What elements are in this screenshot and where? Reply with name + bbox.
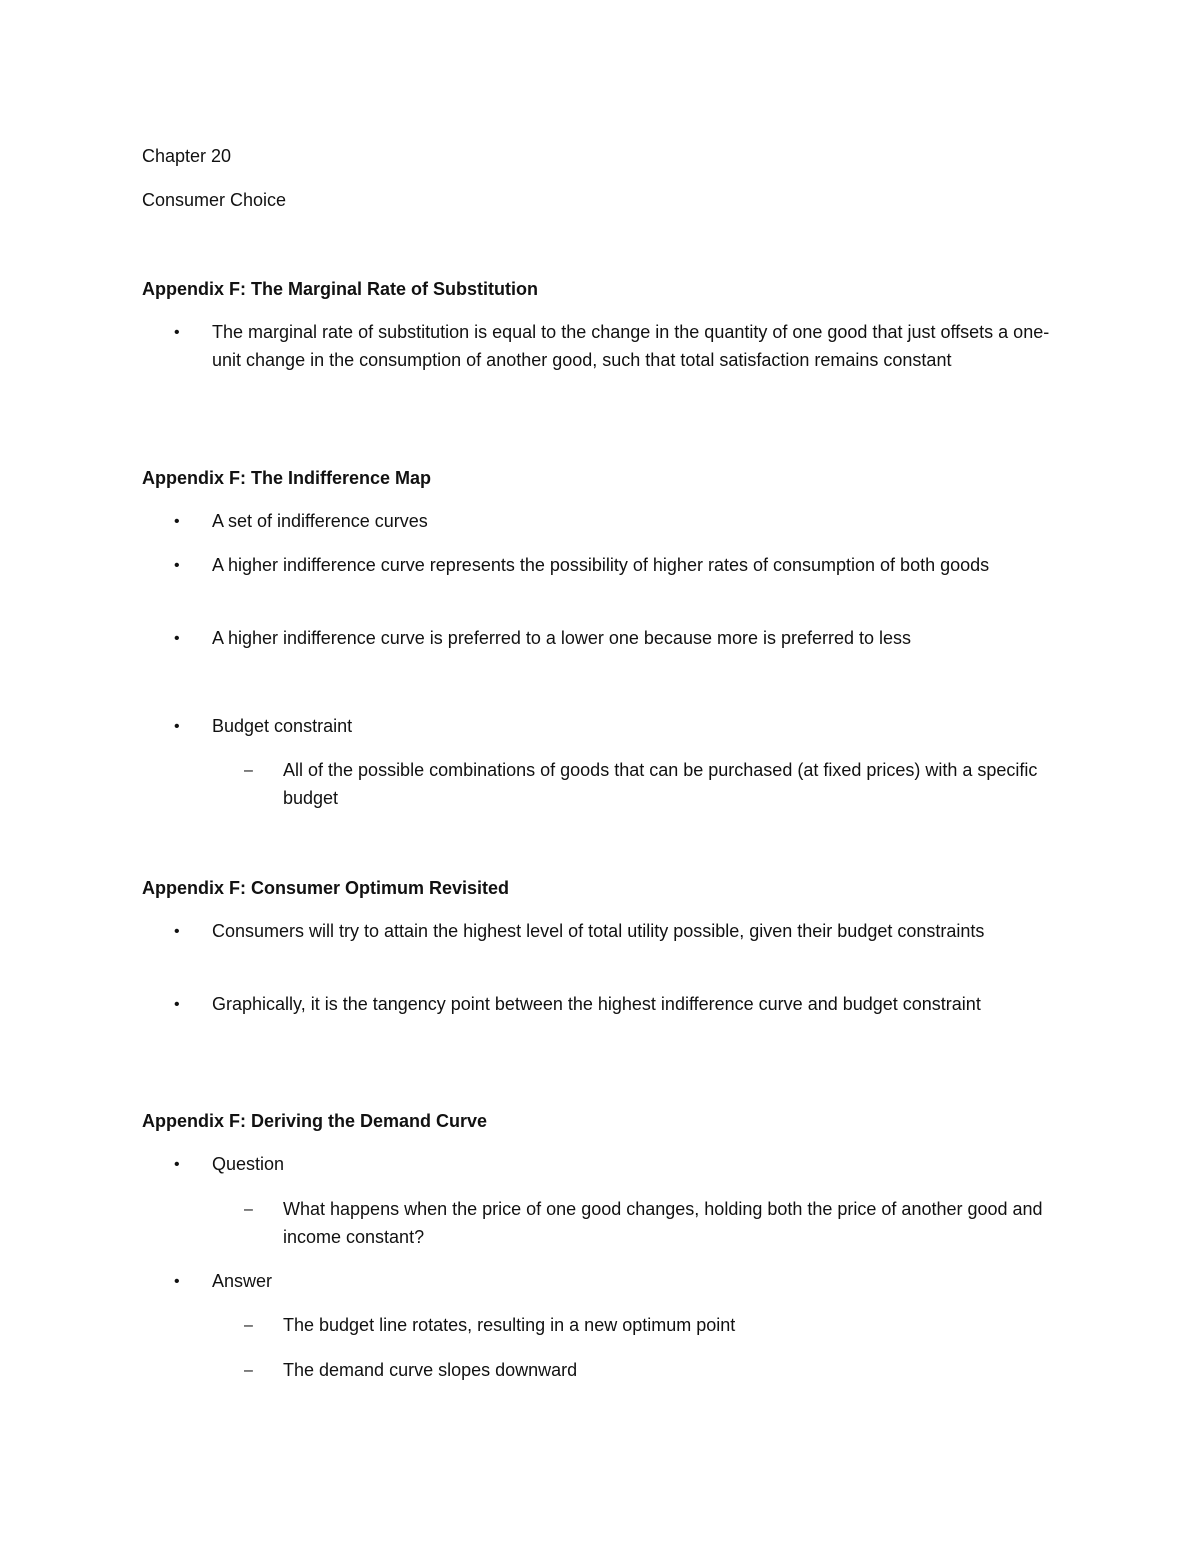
bullet-marker: •: [174, 718, 180, 735]
bullet-text: A higher indifference curve represents the possibility of higher rates of consumption of both goods: [212, 555, 990, 575]
chapter-title: Consumer Choice: [142, 190, 287, 210]
bullet-marker: •: [174, 513, 180, 530]
bullet-text: A higher indifference curve is preferred to a lower one because more is preferred to less: [212, 628, 912, 648]
bullet-text: Question: [212, 1154, 285, 1174]
bullet-text: Graphically, it is the tangency point between the highest indifference curve and budget constraint: [212, 994, 981, 1014]
bullet-marker: •: [174, 324, 180, 341]
bullet-text: Budget constraint: [212, 716, 353, 736]
bullet-marker: •: [174, 1156, 180, 1173]
bullet-text: Consumers will try to attain the highest level of total utility possible, given their budget constraints: [212, 921, 985, 941]
bullet-text: Answer: [212, 1271, 273, 1291]
sub-bullet-text: What happens when the price of one good changes, holding both the price of another good and income constant?: [283, 1199, 1043, 1247]
section-heading: Appendix F: The Marginal Rate of Substitution: [142, 279, 538, 299]
section-heading: Appendix F: Deriving the Demand Curve: [142, 1111, 488, 1131]
sub-bullet-text: The demand curve slopes downward: [283, 1360, 578, 1380]
bullet-marker: •: [174, 923, 180, 940]
bullet-marker: •: [174, 557, 180, 574]
bullet-marker: •: [174, 996, 180, 1013]
sub-bullet-text: All of the possible combinations of goods that can be purchased (at fixed prices) with a specific budget: [283, 760, 1038, 808]
chapter-label: Chapter 20: [142, 146, 232, 166]
dash-marker: –: [244, 762, 253, 779]
dash-marker: –: [244, 1201, 253, 1218]
section-heading: Appendix F: The Indifference Map: [142, 468, 432, 488]
bullet-text: The marginal rate of substitution is equal to the change in the quantity of one good that just offsets a one-unit change in the consumption of another good, such that total satisfaction remains constant: [212, 322, 1050, 370]
bullet-marker: •: [174, 630, 180, 647]
dash-marker: –: [244, 1317, 253, 1334]
sub-bullet-text: The budget line rotates, resulting in a new optimum point: [283, 1315, 736, 1335]
bullet-marker: •: [174, 1273, 180, 1290]
bullet-text: A set of indifference curves: [212, 511, 428, 531]
section-heading: Appendix F: Consumer Optimum Revisited: [142, 878, 510, 898]
dash-marker: –: [244, 1362, 253, 1379]
